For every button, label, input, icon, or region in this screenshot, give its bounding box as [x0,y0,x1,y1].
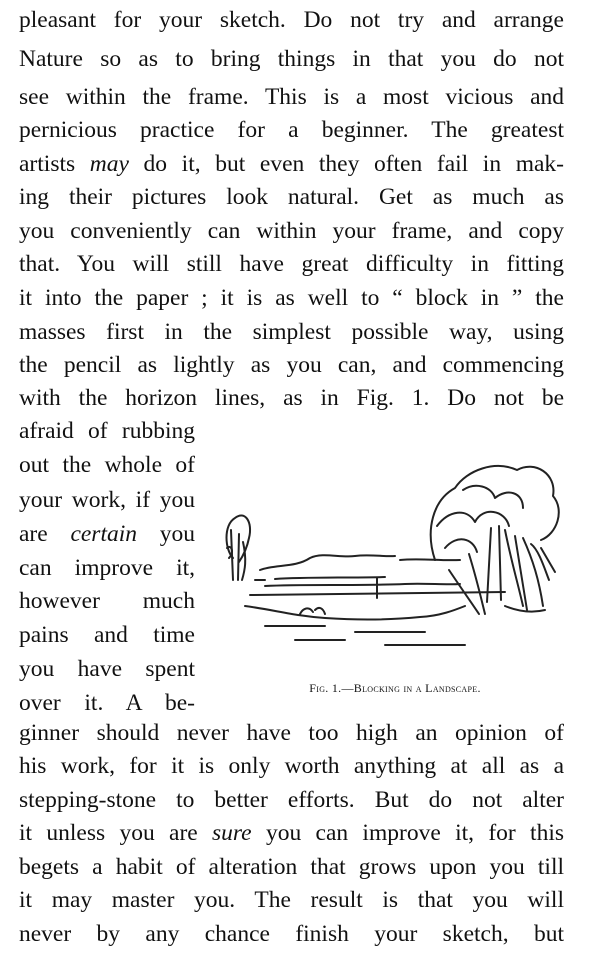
text-line: that. You will still have great difficulty in fitting [19,251,564,277]
text-line: your work, if you [19,487,195,513]
text-line: can improve it, [19,555,195,581]
text-line: with the horizon lines, as in Fig. 1. Do not be [19,385,564,411]
text-line: you have spent [19,656,195,682]
text-line: over it. A be- [19,690,195,716]
caption-text: Fig. 1.—Blocking in a Landscape. [309,681,481,695]
text-line: however much [19,588,195,614]
text-line: it may master you. The result is that you will [19,887,564,913]
text-run: you can improve it, for this [251,820,564,846]
text-run: do it, but even they often fail in mak- [128,151,564,177]
figure-caption [205,681,585,696]
text-line: see within the frame. This is a most vicious and [19,84,564,110]
text-line: pernicious practice for a beginner. The greatest [19,117,564,143]
text-run: it unless you are [19,820,213,846]
text-run: artists [19,151,90,177]
text-line [19,518,195,551]
text-line: masses first in the simplest possible way, using [19,319,564,345]
landscape-sketch-illustration [205,430,585,660]
text-line: begets a habit of alteration that grows upon you till [19,854,564,880]
text-line: never by any chance finish your sketch, but [19,921,564,947]
text-line: out the whole of [19,452,195,478]
text-line: it into the paper ; it is as well to “ block in ” the [19,285,564,311]
text-line: you conveniently can within your frame, and copy [19,218,564,244]
landscape-sketch-figure [205,430,585,660]
emphasis: certain [70,521,138,547]
text-line: stepping-stone to better efforts. But do not alter [19,787,564,813]
emphasis: sure [212,820,252,846]
text-line: his work, for it is only worth anything at all as a [19,753,564,779]
text-line [19,817,564,850]
text-run: you [137,521,196,547]
emphasis: may [89,151,129,177]
text-line: ginner should never have too high an opinion of [19,720,564,746]
text-line [19,148,564,181]
text-line: afraid of rubbing [19,418,195,444]
text-line: the pencil as lightly as you can, and commencing [19,352,564,378]
text-run: are [19,521,71,547]
text-line: ing their pictures look natural. Get as much as [19,184,564,210]
text-line: Nature so as to bring things in that you do not [19,46,564,72]
text-line: pains and time [19,622,195,648]
text-line: pleasant for your sketch. Do not try and arrange [19,7,564,33]
